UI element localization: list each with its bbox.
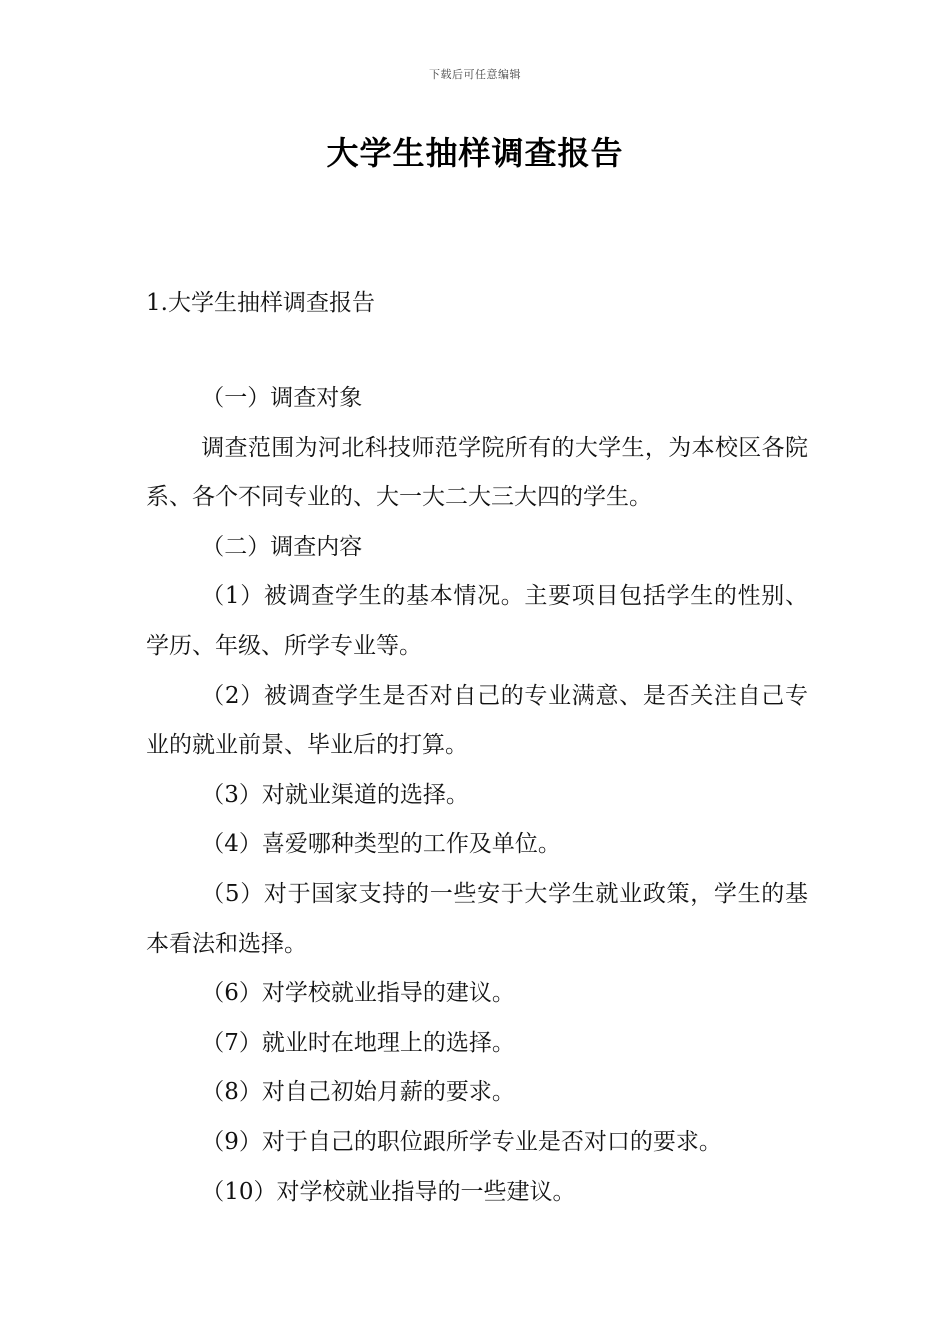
paragraph-subheading-object: （一）调查对象 — [201, 385, 363, 411]
paragraph-subheading-content: （二）调查内容 — [201, 533, 363, 560]
header-note: 下载后可任意编辑 — [429, 68, 521, 81]
list-item: （1）被调查学生的基本情况。主要项目包括学生的性别、学历、年级、所学专业等。 — [146, 583, 808, 659]
document-title: 大学生抽样调查报告 — [326, 134, 624, 172]
list-item: （8）对自己初始月薪的要求。 — [201, 1079, 515, 1106]
list-item: （7）就业时在地理上的选择。 — [201, 1029, 515, 1056]
list-item: （3）对就业渠道的选择。 — [201, 781, 469, 808]
list-item: （6）对学校就业指导的建议。 — [201, 980, 515, 1007]
list-item: （9）对于自己的职位跟所学专业是否对口的要求。 — [201, 1128, 722, 1155]
list-item: （2）被调查学生是否对自己的专业满意、是否关注自己专业的就业前景、毕业后的打算。 — [146, 682, 808, 759]
document-body — [146, 374, 808, 1217]
list-item: （4）喜爱哪种类型的工作及单位。 — [201, 831, 561, 858]
paragraph-scope: 调查范围为河北科技师范学院所有的大学生，为本校区各院系、各个不同专业的、大一大二大三大四的学生。 — [146, 434, 808, 511]
list-item: （10）对学校就业指导的一些建议。 — [201, 1178, 576, 1205]
list-item: （5）对于国家支持的一些安于大学生就业政策，学生的基本看法和选择。 — [146, 880, 808, 957]
section-heading: 1.大学生抽样调查报告 — [146, 290, 375, 316]
